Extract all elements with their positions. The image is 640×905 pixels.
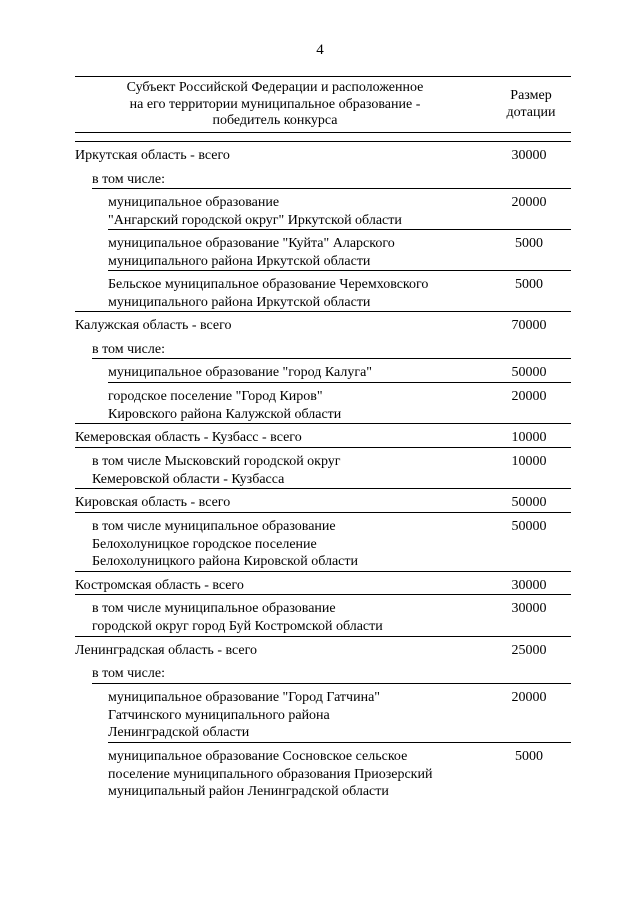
row-separator bbox=[75, 512, 571, 513]
row-separator bbox=[75, 141, 571, 142]
table-row bbox=[75, 147, 490, 165]
column-header-subject: Субъект Российской Федерации и расположенное на его территории муниципальное образование - победитель конкурса bbox=[126, 80, 424, 128]
row-subject-text: в том числе: bbox=[92, 666, 165, 681]
row-separator bbox=[75, 636, 571, 637]
row-separator bbox=[92, 358, 571, 359]
row-separator bbox=[75, 488, 571, 489]
row-amount: 50000 bbox=[511, 495, 547, 510]
row-subject-text: в том числе муниципальное образование городской округ город Буй Костромской области bbox=[92, 601, 383, 634]
table-row bbox=[75, 642, 490, 660]
row-separator bbox=[108, 742, 571, 743]
table-row bbox=[92, 665, 490, 683]
table-row bbox=[108, 235, 490, 270]
row-subject-text: Кемеровская область - Кузбасс - всего bbox=[75, 430, 302, 445]
row-subject-text: муниципальное образование "Куйта" Аларского муниципального района Иркутской области bbox=[108, 236, 395, 269]
row-amount: 5000 bbox=[515, 236, 543, 251]
row-separator bbox=[92, 188, 571, 189]
row-amount: 70000 bbox=[511, 318, 547, 333]
row-amount: 5000 bbox=[515, 277, 543, 292]
page-number: 4 bbox=[316, 42, 324, 58]
table-row bbox=[75, 317, 490, 335]
table-header bbox=[75, 76, 571, 133]
row-amount: 20000 bbox=[511, 690, 547, 705]
row-amount: 25000 bbox=[511, 643, 547, 658]
row-separator bbox=[75, 447, 571, 448]
row-amount: 50000 bbox=[511, 365, 547, 380]
row-subject-text: муниципальное образование Сосновское сельское поселение муниципального образования Приозерский муниципальный район Ленинградской области bbox=[108, 749, 433, 799]
row-subject-text: муниципальное образование "Город Гатчина" Гатчинского муниципального района Ленинградской области bbox=[108, 690, 380, 740]
row-subject-text: городское поселение "Город Киров" Кировского района Калужской области bbox=[108, 389, 342, 422]
table-row bbox=[108, 364, 490, 382]
row-amount: 10000 bbox=[511, 430, 547, 445]
row-subject-text: в том числе: bbox=[92, 342, 165, 357]
row-separator bbox=[75, 571, 571, 572]
row-subject-text: Калужская область - всего bbox=[75, 318, 232, 333]
row-subject-text: Костромская область - всего bbox=[75, 578, 244, 593]
row-amount: 30000 bbox=[511, 148, 547, 163]
row-subject-text: Кировская область - всего bbox=[75, 495, 231, 510]
table-row bbox=[75, 577, 490, 595]
row-subject-text: Иркутская область - всего bbox=[75, 148, 230, 163]
row-amount: 10000 bbox=[511, 454, 547, 469]
row-subject-text: Бельское муниципальное образование Черемховского муниципального района Иркутской области bbox=[108, 277, 429, 310]
table-row bbox=[108, 276, 490, 311]
column-header-amount: Размер дотации bbox=[506, 88, 556, 120]
table-row bbox=[92, 171, 490, 189]
row-separator bbox=[75, 311, 571, 312]
row-subject-text: в том числе Мысковский городской округ Кемеровской области - Кузбасса bbox=[92, 454, 341, 487]
row-separator bbox=[108, 382, 571, 383]
row-separator bbox=[108, 229, 571, 230]
table-row bbox=[108, 689, 490, 742]
row-subject-text: в том числе муниципальное образование Белохолуницкое городское поселение Белохолуницкого района Кировской области bbox=[92, 519, 358, 569]
table-row bbox=[108, 194, 490, 229]
table-row bbox=[92, 518, 490, 571]
table-row bbox=[75, 429, 490, 447]
row-subject-text: муниципальное образование "Ангарский городской округ" Иркутской области bbox=[108, 195, 402, 228]
table-row bbox=[92, 453, 490, 488]
row-amount: 30000 bbox=[511, 578, 547, 593]
table-row bbox=[108, 388, 490, 423]
row-subject-text: в том числе: bbox=[92, 172, 165, 187]
row-separator bbox=[75, 594, 571, 595]
row-amount: 20000 bbox=[511, 195, 547, 210]
row-amount: 50000 bbox=[511, 519, 547, 534]
row-separator bbox=[75, 423, 571, 424]
row-separator bbox=[108, 270, 571, 271]
table-row bbox=[108, 748, 490, 801]
row-subject-text: муниципальное образование "город Калуга" bbox=[108, 365, 373, 380]
row-amount: 20000 bbox=[511, 389, 547, 404]
row-separator bbox=[92, 683, 571, 684]
table-row bbox=[92, 341, 490, 359]
table-row bbox=[92, 600, 490, 635]
row-amount: 30000 bbox=[511, 601, 547, 616]
row-amount: 5000 bbox=[515, 749, 543, 764]
table-row bbox=[75, 494, 490, 512]
row-subject-text: Ленинградская область - всего bbox=[75, 643, 257, 658]
